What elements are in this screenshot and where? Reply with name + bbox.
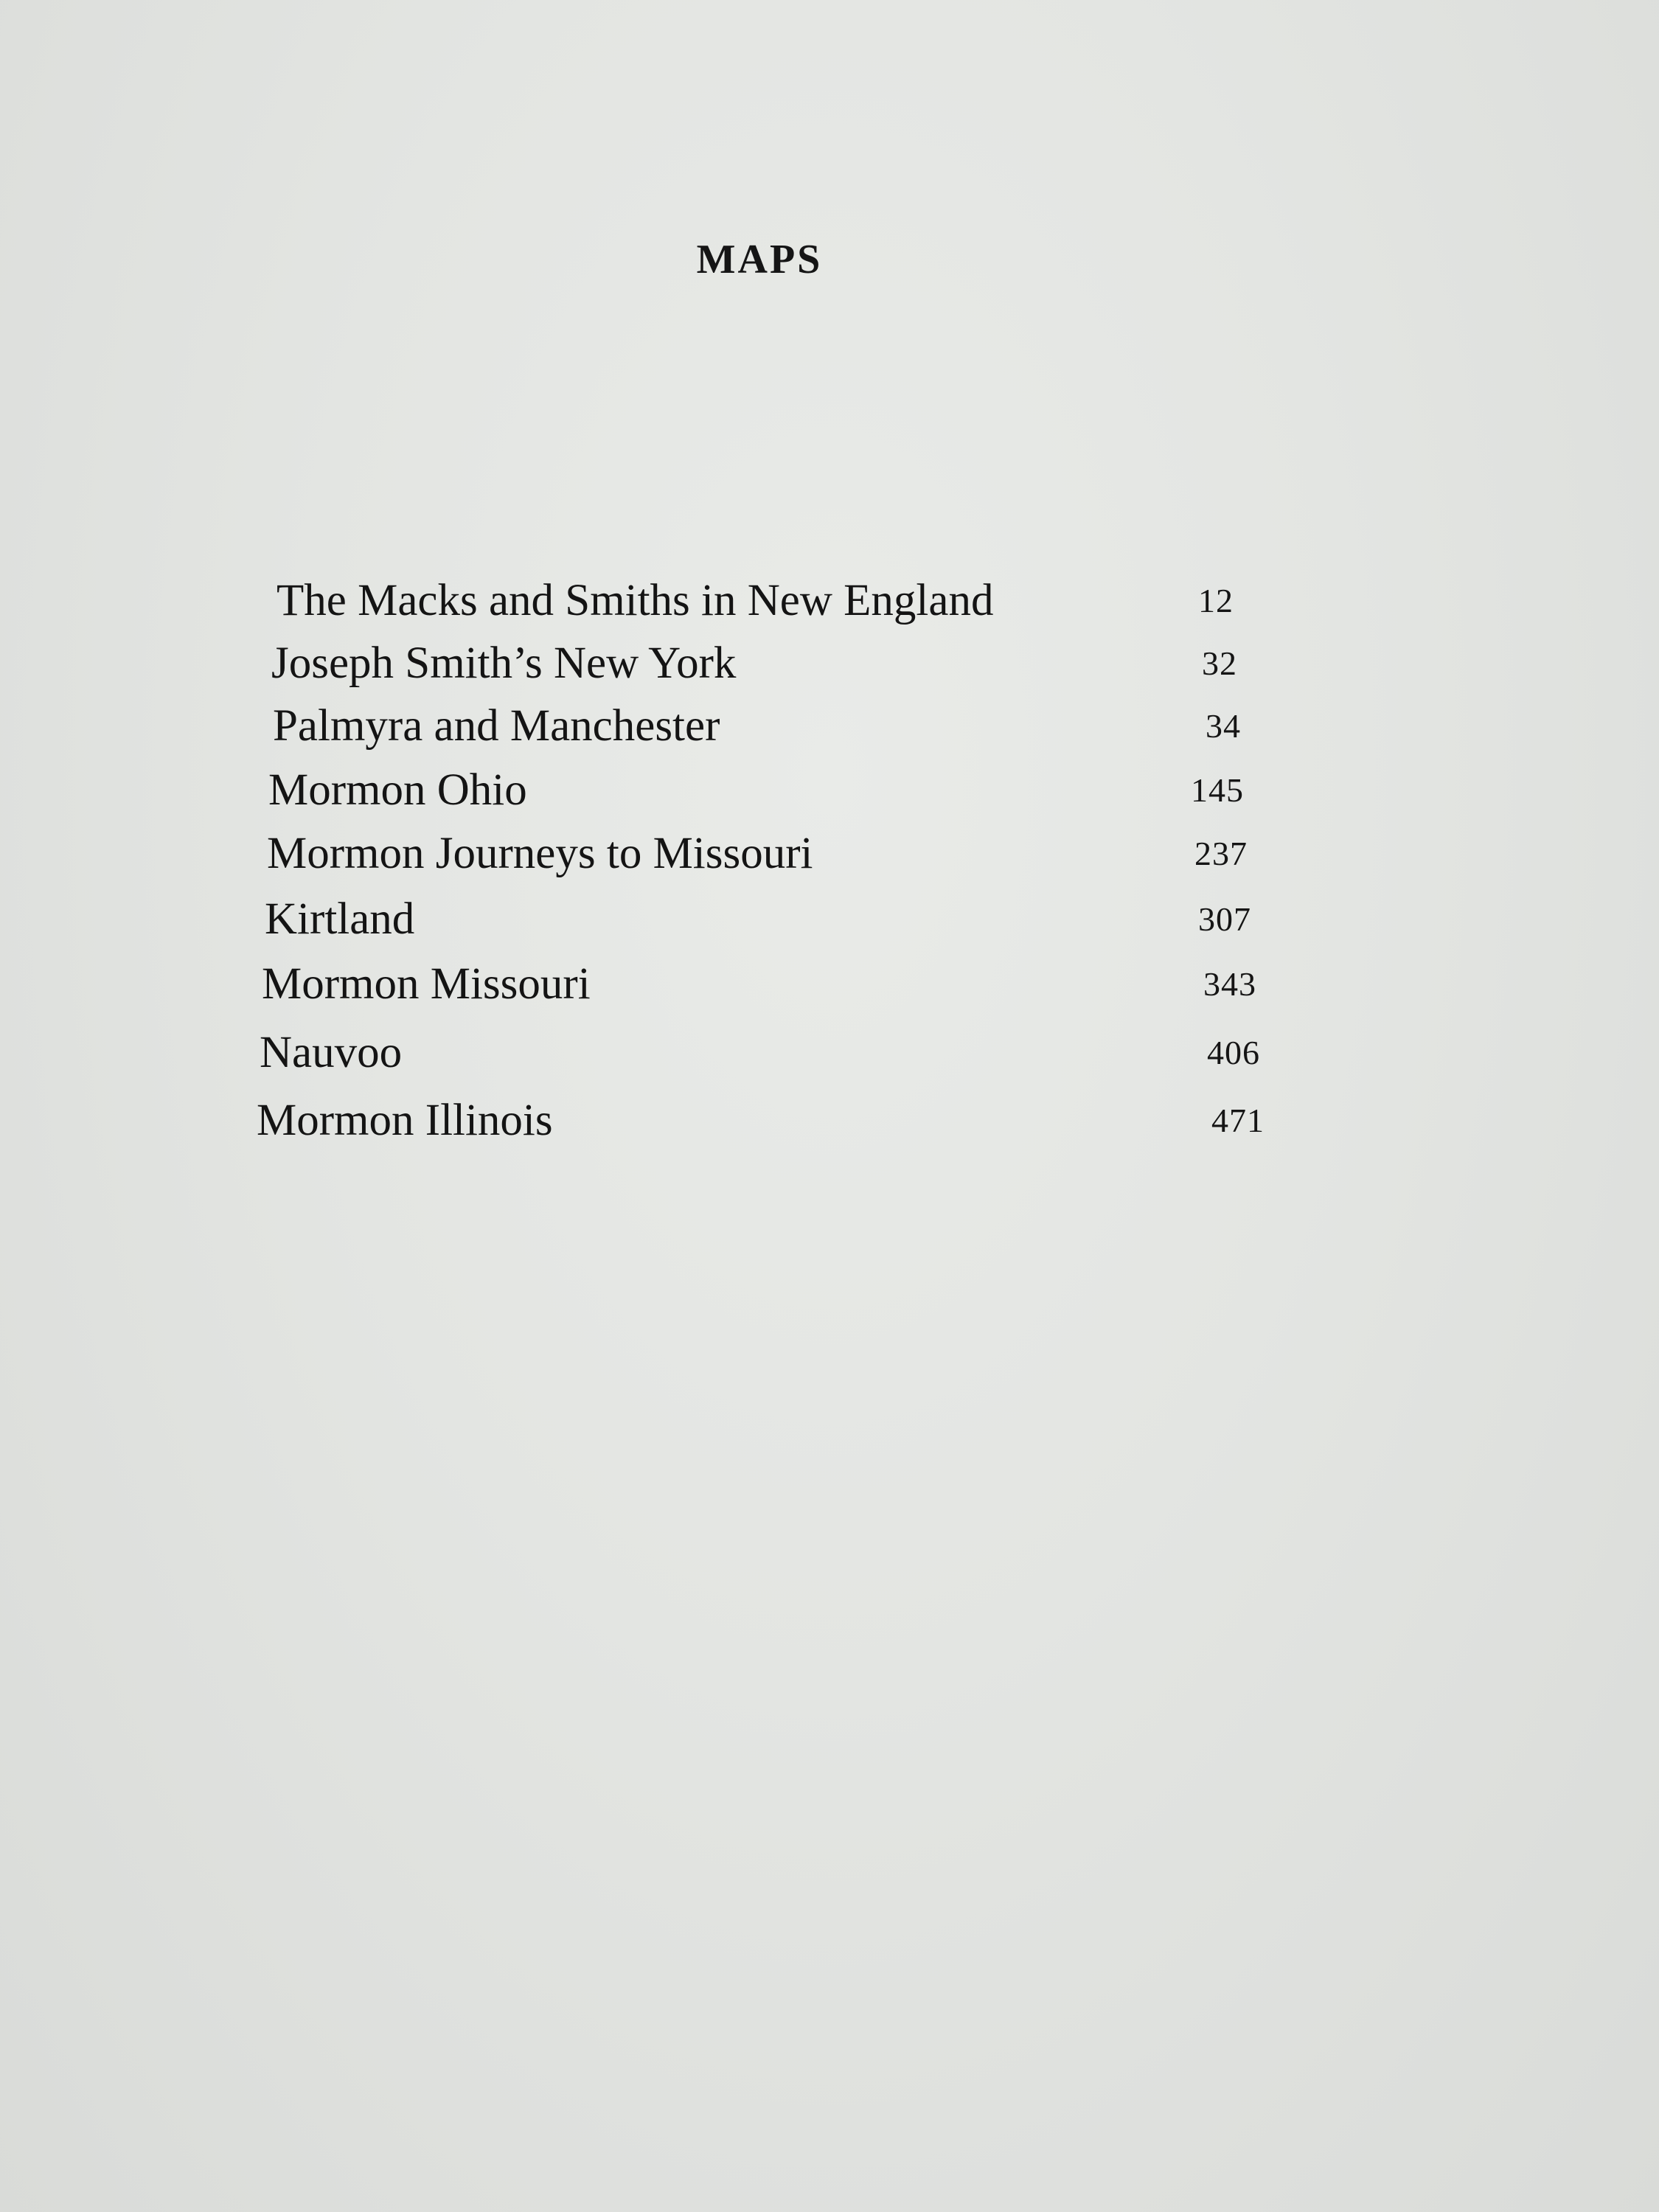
page-number: 145 xyxy=(1191,771,1244,809)
map-title: Kirtland xyxy=(265,894,415,944)
map-title: Palmyra and Manchester xyxy=(273,701,720,751)
map-title: Nauvoo xyxy=(260,1028,403,1077)
map-title: The Macks and Smiths in New England xyxy=(276,576,994,625)
page-number: 12 xyxy=(1198,582,1234,619)
page-title: MAPS xyxy=(696,236,823,282)
page-number: 471 xyxy=(1211,1102,1265,1139)
map-title: Mormon Ohio xyxy=(268,765,527,815)
page-number: 406 xyxy=(1207,1034,1260,1071)
map-title: Mormon Journeys to Missouri xyxy=(267,829,813,878)
map-title: Mormon Missouri xyxy=(262,959,591,1009)
page-number: 343 xyxy=(1203,965,1256,1003)
page-number: 32 xyxy=(1202,644,1237,682)
page-number: 237 xyxy=(1194,835,1248,872)
page-number: 34 xyxy=(1206,707,1241,745)
map-title: Joseph Smith’s New York xyxy=(271,639,737,688)
map-title: Mormon Illinois xyxy=(257,1096,553,1145)
page-number: 307 xyxy=(1198,900,1251,938)
